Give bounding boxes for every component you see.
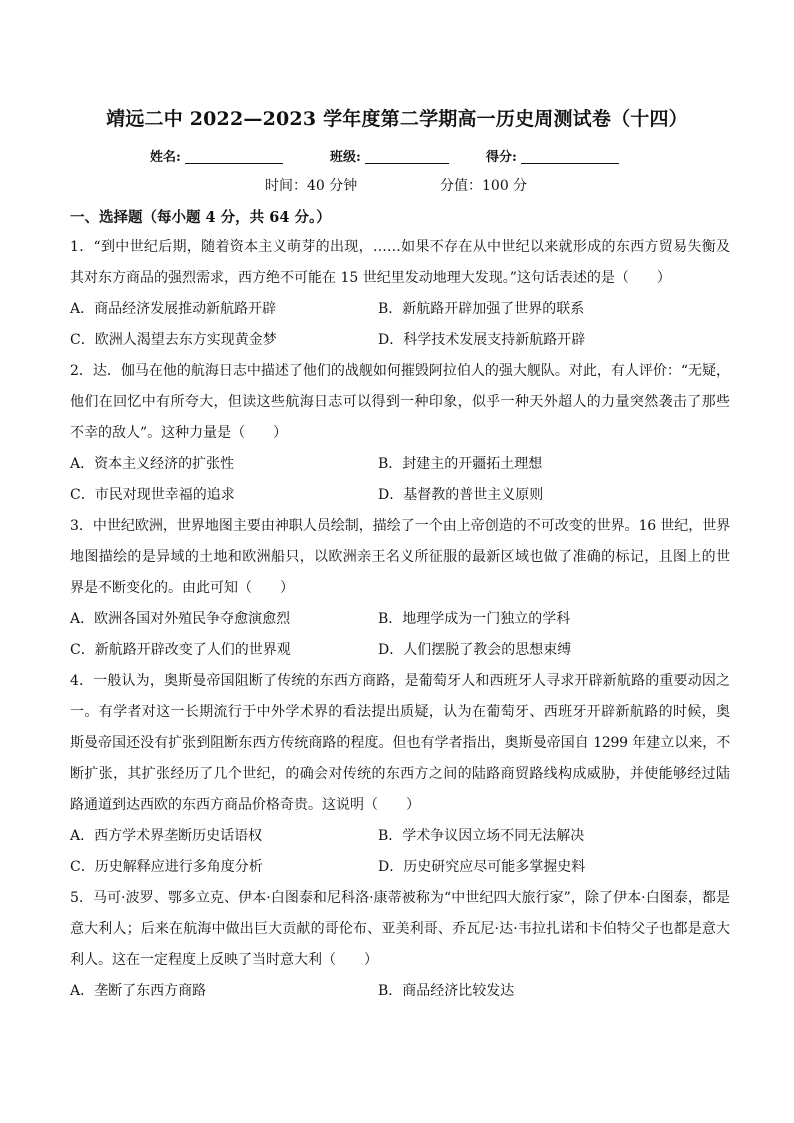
question-stem-line: 其对东方商品的强烈需求，西方绝不可能在 15 世纪里发动地理大发现。”这句话表述的是（ ） <box>70 270 671 286</box>
question-stem-line: 地图描绘的是异域的土地和欧洲船只，以欧洲亲王名义所征服的最新区域也做了准确的标记，且图上的世 <box>70 549 730 565</box>
option-row <box>70 298 730 329</box>
answer-option[interactable]: C．市民对现世幸福的追求 <box>70 487 235 503</box>
question-stem-line: 利人。这在一定程度上反映了当时意大利（ ） <box>70 952 378 968</box>
question-stem-line: 断扩张，其扩张经历了几个世纪，的确会对传统的东西方之间的陆路商贸路线构成威胁，并使能够经过陆 <box>70 766 730 782</box>
answer-option[interactable]: D．人们摆脱了教会的思想束缚 <box>378 642 572 658</box>
option-row <box>70 453 730 484</box>
student-info-row <box>0 146 794 166</box>
exam-title: 靖远二中 2022—2023 学年度第二学期高一历史周测试卷（十四） <box>106 108 688 130</box>
answer-option[interactable]: B．封建主的开疆拓土理想 <box>378 456 543 472</box>
name-field[interactable] <box>150 146 283 165</box>
answer-option[interactable]: A．西方学术界垄断历史话语权 <box>70 828 263 844</box>
question-stem-line: 3．中世纪欧洲，世界地图主要由神职人员绘制，描绘了一个由上帝创造的不可改变的世界。16 世纪，世界 <box>70 518 730 534</box>
score-label: 得分: <box>486 150 517 165</box>
class-label: 班级: <box>330 150 361 165</box>
question-stem-line: 1．“到中世纪后期，随着资本主义萌芽的出现，……如果不存在从中世纪以来就形成的东西方贸易失衡及 <box>70 239 730 255</box>
question-1 <box>70 236 730 360</box>
question-4 <box>70 670 730 887</box>
question-list <box>70 236 730 1011</box>
question-stem-line: 2．达．伽马在他的航海日志中描述了他们的战舰如何摧毁阿拉伯人的强大舰队。对此，有人评价：“无疑， <box>70 363 731 379</box>
section-title: 一、选择题（每小题 4 分，共 64 分。） <box>70 209 331 226</box>
time-limit: 时间：40 分钟 <box>265 178 358 194</box>
total-points: 分值：100 分 <box>440 178 528 194</box>
option-row <box>70 639 730 670</box>
question-2 <box>70 360 730 515</box>
answer-option[interactable]: B．地理学成为一门独立的学科 <box>378 611 571 627</box>
answer-option[interactable]: A．欧洲各国对外殖民争夺愈演愈烈 <box>70 611 291 627</box>
answer-option[interactable]: D．历史研究应尽可能多掌握史料 <box>378 859 586 875</box>
name-blank[interactable] <box>185 149 283 164</box>
option-row <box>70 980 730 1011</box>
option-row <box>70 608 730 639</box>
class-blank[interactable] <box>365 149 449 164</box>
option-row <box>70 329 730 360</box>
question-stem-line: 不幸的敌人”。这种力量是（ ） <box>70 425 288 441</box>
score-blank[interactable] <box>521 149 619 164</box>
question-stem-line: 4．一般认为，奥斯曼帝国阻断了传统的东西方商路，是葡萄牙人和西班牙人寻求开辟新航路的重要动因之 <box>70 673 730 689</box>
answer-option[interactable]: D．基督教的普世主义原则 <box>378 487 544 503</box>
answer-option[interactable]: A．垄断了东西方商路 <box>70 983 207 999</box>
answer-option[interactable]: B．商品经济比较发达 <box>378 983 515 999</box>
answer-option[interactable]: A．资本主义经济的扩张性 <box>70 456 235 472</box>
option-row <box>70 856 730 887</box>
class-field[interactable] <box>330 146 449 165</box>
answer-option[interactable]: B．学术争议因立场不同无法解决 <box>378 828 585 844</box>
answer-option[interactable]: A．商品经济发展推动新航路开辟 <box>70 301 277 317</box>
score-field[interactable] <box>486 146 619 165</box>
question-stem-line: 他们在回忆中有所夸大，但读这些航海日志可以得到一种印象，似乎一种天外超人的力量突然袭击了那些 <box>70 394 730 410</box>
answer-option[interactable]: C．历史解释应进行多角度分析 <box>70 859 263 875</box>
question-5 <box>70 887 730 1011</box>
answer-option[interactable]: C．新航路开辟改变了人们的世界观 <box>70 642 291 658</box>
option-row <box>70 484 730 515</box>
question-stem-line: 界是不断变化的。由此可知（ ） <box>70 580 294 596</box>
option-row <box>70 825 730 856</box>
name-label: 姓名: <box>150 150 181 165</box>
question-stem-line: 意大利人；后来在航海中做出巨大贡献的哥伦布、亚美利哥、乔瓦尼·达·韦拉扎诺和卡伯特父子也都是意大 <box>70 921 730 937</box>
question-stem-line: 5．马可·波罗、鄂多立克、伊本·白图泰和尼科洛·康蒂被称为“中世纪四大旅行家”，除了伊本·白图泰，都是 <box>70 890 730 906</box>
answer-option[interactable]: D．科学技术发展支持新航路开辟 <box>378 332 586 348</box>
question-stem-line: 一。有学者对这一长期流行于中外学术界的看法提出质疑，认为在葡萄牙、西班牙开辟新航路的时候，奥 <box>70 704 730 720</box>
answer-option[interactable]: B．新航路开辟加强了世界的联系 <box>378 301 585 317</box>
question-stem-line: 路通道到达西欧的东西方商品价格奇贵。这说明（ ） <box>70 797 420 813</box>
question-3 <box>70 515 730 670</box>
answer-option[interactable]: C．欧洲人渴望去东方实现黄金梦 <box>70 332 277 348</box>
question-stem-line: 斯曼帝国还没有扩张到阻断东西方传统商路的程度。但也有学者指出，奥斯曼帝国自 1299 年建立以来，不 <box>70 735 730 751</box>
